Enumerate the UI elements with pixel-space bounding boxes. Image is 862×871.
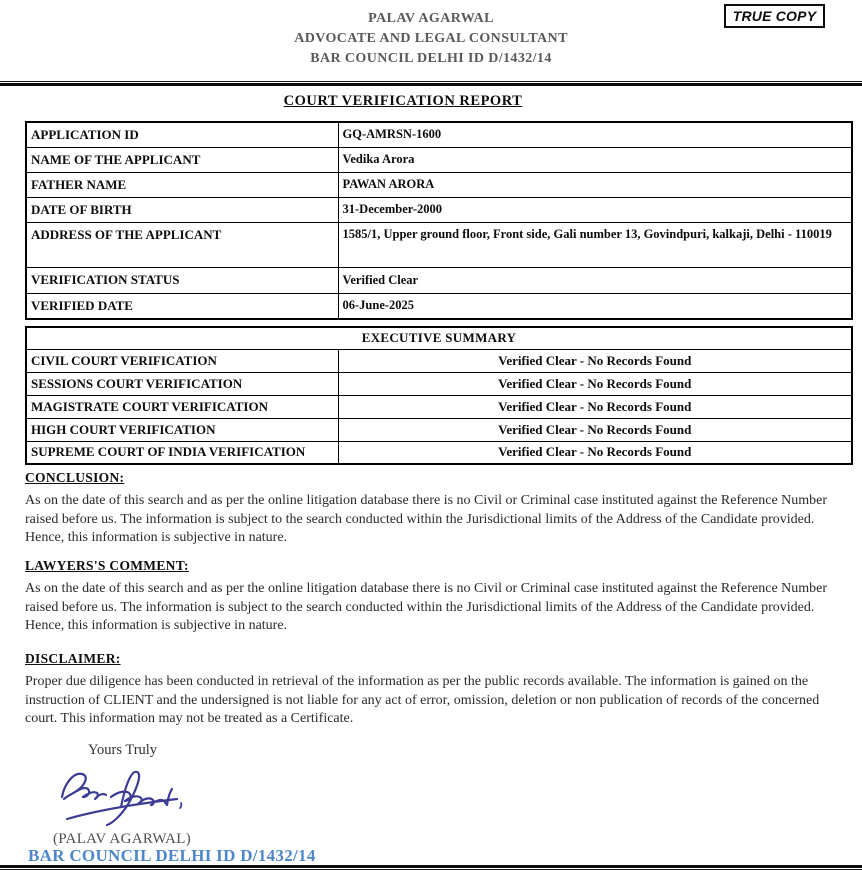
table-row xyxy=(26,395,852,418)
lawyers-comment-heading: LAWYERS'S COMMENT: xyxy=(25,558,189,573)
detail-value: 1585/1, Upper ground floor, Front side, Gali number 13, Govindpuri, kalkaji, Delhi - 110019 xyxy=(338,222,852,267)
footer-bar-council-id: BAR COUNCIL DELHI ID D/1432/14 xyxy=(28,846,316,865)
summary-label: CIVIL COURT VERIFICATION xyxy=(26,349,338,372)
detail-label: VERIFICATION STATUS xyxy=(26,267,338,293)
conclusion-text: As on the date of this search and as per the online litigation database there is no Civil or Criminal case instituted against the Reference Number raised before us. The information is subject to the search conducted within the Jurisdictional limits of the Address of the Candidate provided. Hence, this information is subjective in nature. xyxy=(25,493,828,545)
lawyers-comment-section xyxy=(25,558,843,636)
table-row xyxy=(26,147,852,172)
table-row xyxy=(26,349,852,372)
disclaimer-section xyxy=(25,651,843,729)
summary-value: Verified Clear - No Records Found xyxy=(338,418,852,441)
true-copy-stamp-label: TRUE COPY xyxy=(732,8,817,24)
detail-label: NAME OF THE APPLICANT xyxy=(26,147,338,172)
disclaimer-heading: DISCLAIMER: xyxy=(25,651,121,666)
true-copy-stamp xyxy=(724,4,825,28)
header-divider-rule xyxy=(0,81,862,86)
page-title: COURT VERIFICATION REPORT xyxy=(283,93,523,109)
summary-label: MAGISTRATE COURT VERIFICATION xyxy=(26,395,338,418)
signature-image xyxy=(55,763,200,831)
summary-value: Verified Clear - No Records Found xyxy=(338,349,852,372)
detail-label: FATHER NAME xyxy=(26,172,338,197)
table-row xyxy=(26,293,852,319)
summary-label: HIGH COURT VERIFICATION xyxy=(26,418,338,441)
table-row xyxy=(26,172,852,197)
detail-value: GQ-AMRSN-1600 xyxy=(338,122,852,147)
detail-label: APPLICATION ID xyxy=(26,122,338,147)
summary-label: SESSIONS COURT VERIFICATION xyxy=(26,372,338,395)
summary-value: Verified Clear - No Records Found xyxy=(338,395,852,418)
detail-value: Vedika Arora xyxy=(338,147,852,172)
table-row xyxy=(26,372,852,395)
executive-summary-title: EXECUTIVE SUMMARY xyxy=(26,327,852,349)
table-row xyxy=(26,197,852,222)
summary-value: Verified Clear - No Records Found xyxy=(338,441,852,464)
disclaimer-text: Proper due diligence has been conducted in retrieval of the information as per the public records available. The information is gained on the instruction of CLIENT and the undersigned is not liable for any act of error, omission, deletion or non publication of records of the concerned court. This information may not be treated as a Certificate. xyxy=(25,674,820,726)
signatory-name: (PALAV AGARWAL) xyxy=(53,831,191,847)
table-row xyxy=(26,441,852,464)
lawyers-comment-text: As on the date of this search and as per the online litigation database there is no Civil or Criminal case instituted against the Reference Number raised before us. The information is subject to the search conducted within the Jurisdictional limits of the Address of the Candidate provided. Hence, this information is subjective in nature. xyxy=(25,581,828,633)
advocate-title: ADVOCATE AND LEGAL CONSULTANT xyxy=(294,31,568,46)
table-row xyxy=(26,222,852,267)
detail-label: DATE OF BIRTH xyxy=(26,197,338,222)
executive-summary-table xyxy=(25,326,853,465)
conclusion-section xyxy=(25,470,843,548)
closing-text: Yours Truly xyxy=(88,742,158,758)
detail-value: 06-June-2025 xyxy=(338,293,852,319)
advocate-name: PALAV AGARWAL xyxy=(368,11,494,26)
detail-value: 31-December-2000 xyxy=(338,197,852,222)
detail-value: Verified Clear xyxy=(338,267,852,293)
detail-label: ADDRESS OF THE APPLICANT xyxy=(26,222,338,267)
detail-value: PAWAN ARORA xyxy=(338,172,852,197)
detail-label: VERIFIED DATE xyxy=(26,293,338,319)
summary-label: SUPREME COURT OF INDIA VERIFICATION xyxy=(26,441,338,464)
conclusion-heading: CONCLUSION: xyxy=(25,470,125,485)
table-row xyxy=(26,267,852,293)
table-row xyxy=(26,122,852,147)
summary-value: Verified Clear - No Records Found xyxy=(338,372,852,395)
footer-rule xyxy=(0,865,862,870)
letterhead-bar-council-id: BAR COUNCIL DELHI ID D/1432/14 xyxy=(310,51,552,66)
table-row xyxy=(26,418,852,441)
table-header-row xyxy=(26,327,852,349)
applicant-details-table xyxy=(25,121,853,320)
